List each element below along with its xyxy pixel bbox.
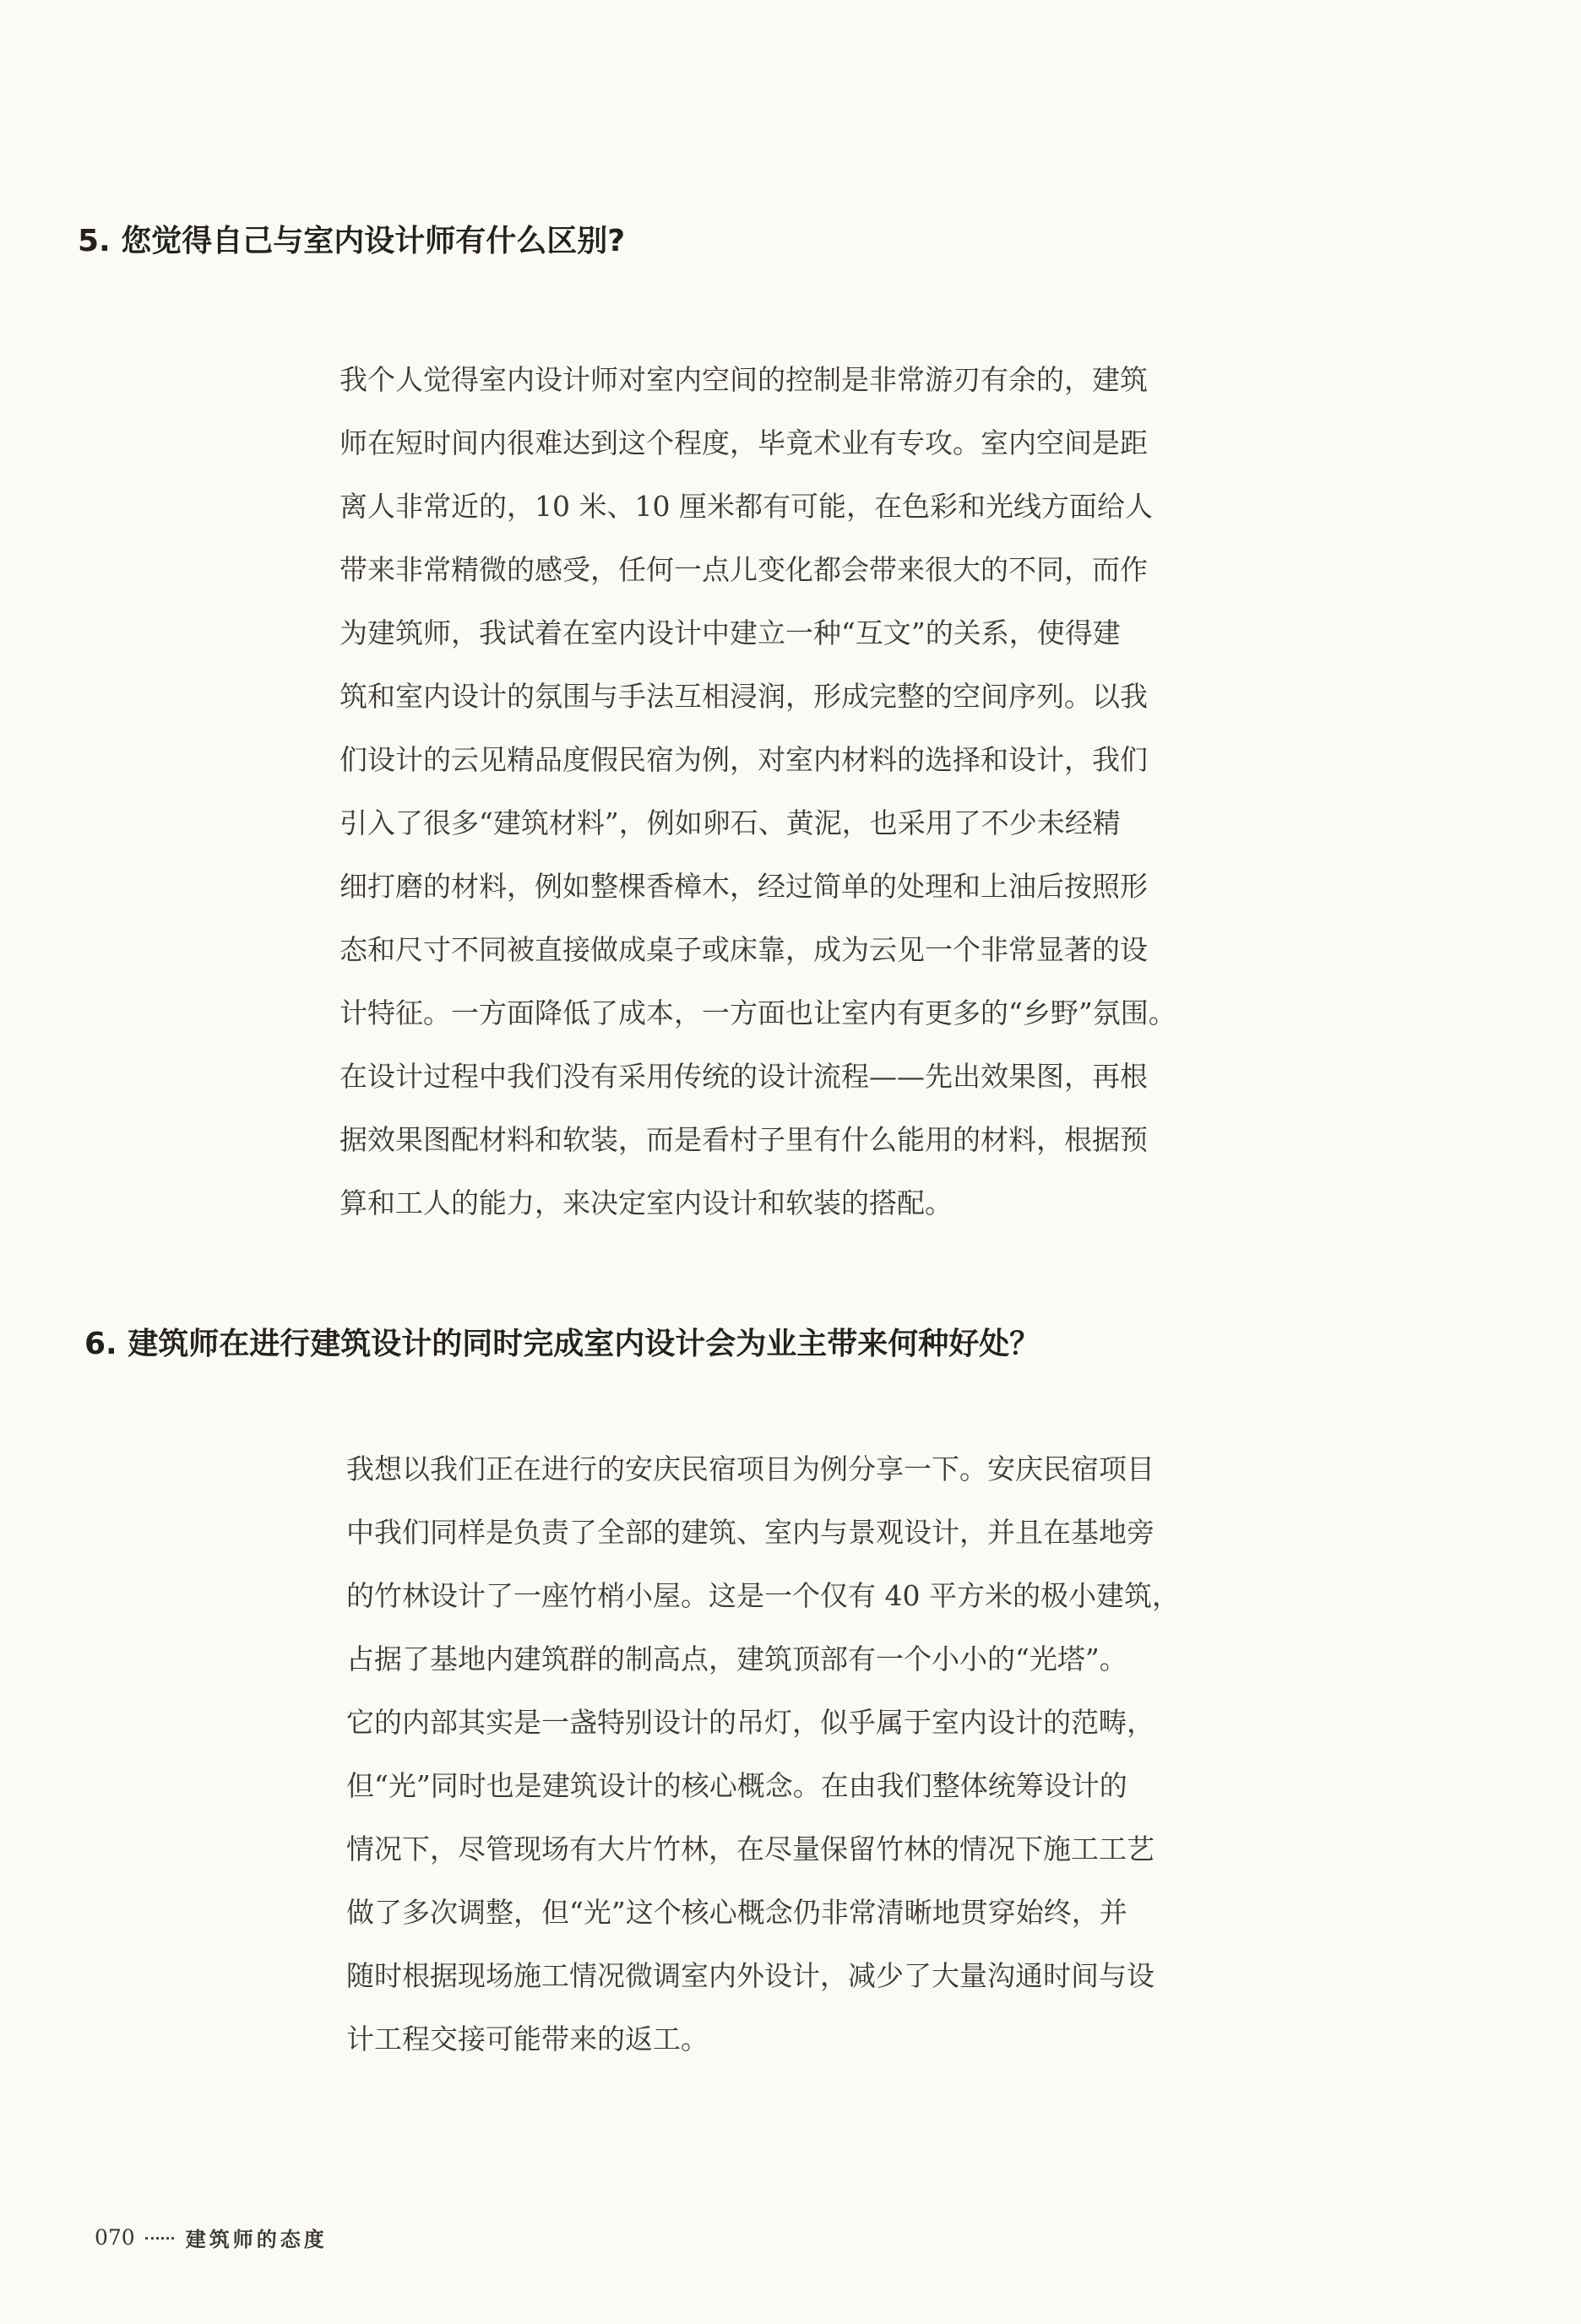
answer-line: 它的内部其实是一盏特别设计的吊灯，似乎属于室内设计的范畴， <box>346 1706 1155 1739</box>
answer-line: 据效果图配材料和软装，而是看村子里有什么能用的材料，根据预 <box>340 1123 1148 1156</box>
answer-line: 引入了很多“建筑材料”，例如卵石、黄泥，也采用了不少未经精 <box>340 806 1121 839</box>
answer-line: 算和工人的能力，来决定室内设计和软装的搭配。 <box>340 1186 953 1219</box>
answer-line: 为建筑师，我试着在室内设计中建立一种“互文”的关系，使得建 <box>340 616 1121 649</box>
answer-line: 在设计过程中我们没有采用传统的设计流程——先出效果图，再根 <box>340 1060 1148 1093</box>
answer-line: 态和尺寸不同被直接做成桌子或床靠，成为云见一个非常显著的设 <box>340 933 1148 966</box>
answer-line: 情况下，尽管现场有大片竹林，在尽量保留竹林的情况下施工工艺 <box>346 1833 1155 1865</box>
answer-line: 筑和室内设计的氛围与手法互相浸润，形成完整的空间序列。以我 <box>340 680 1148 713</box>
page-footer <box>95 2223 328 2252</box>
answer-line: 我个人觉得室内设计师对室内空间的控制是非常游刃有余的，建筑 <box>340 363 1148 396</box>
answer-line: 师在短时间内很难达到这个程度，毕竟术业有专攻。室内空间是距 <box>340 426 1148 459</box>
answer-line: 计工程交接可能带来的返工。 <box>346 2023 709 2055</box>
answer-line: 的竹林设计了一座竹梢小屋。这是一个仅有 40 平方米的极小建筑， <box>346 1579 1180 1612</box>
answer-line: 离人非常近的，10 米、10 厘米都有可能，在色彩和光线方面给人 <box>340 490 1153 523</box>
page-number: 070 <box>95 2225 135 2250</box>
question-6-heading: 6. 建筑师在进行建筑设计的同时完成室内设计会为业主带来何种好处？ <box>84 1327 1040 1361</box>
answer-line: 但“光”同时也是建筑设计的核心概念。在由我们整体统筹设计的 <box>346 1769 1127 1802</box>
footer-separator <box>145 2237 174 2240</box>
answer-line: 计特征。一方面降低了成本，一方面也让室内有更多的“乡野”氛围。 <box>340 996 1176 1029</box>
answer-line: 们设计的云见精品度假民宿为例，对室内材料的选择和设计，我们 <box>340 743 1148 776</box>
answer-line: 中我们同样是负责了全部的建筑、室内与景观设计，并且在基地旁 <box>346 1516 1155 1549</box>
answer-line: 细打磨的材料，例如整棵香樟木，经过简单的处理和上油后按照形 <box>340 870 1148 903</box>
answer-5-paragraph <box>340 348 1176 1235</box>
book-title: 建筑师的态度 <box>185 2228 328 2251</box>
answer-line: 我想以我们正在进行的安庆民宿项目为例分享一下。安庆民宿项目 <box>346 1452 1155 1485</box>
answer-line: 随时根据现场施工情况微调室内外设计，减少了大量沟通时间与设 <box>346 1959 1155 1992</box>
answer-6-paragraph <box>346 1437 1180 2071</box>
answer-line: 做了多次调整，但“光”这个核心概念仍非常清晰地贯穿始终，并 <box>346 1896 1127 1929</box>
answer-line: 占据了基地内建筑群的制高点，建筑顶部有一个小小的“光塔”。 <box>346 1643 1127 1675</box>
answer-line: 带来非常精微的感受，任何一点儿变化都会带来很大的不同，而作 <box>340 553 1148 586</box>
question-5-heading: 5. 您觉得自己与室内设计师有什么区别? <box>78 224 626 258</box>
